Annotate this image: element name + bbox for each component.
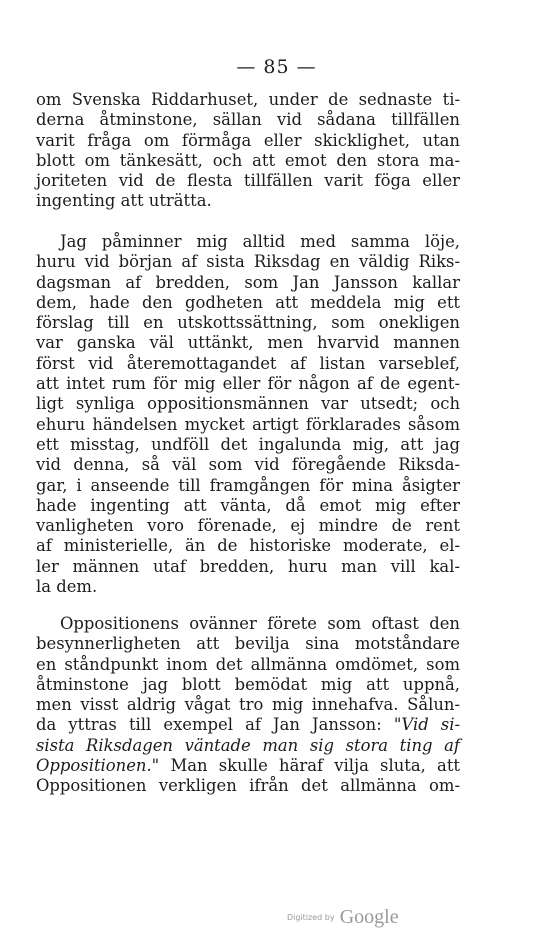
text-line: att intet rum för mig eller för någon af de egent- (36, 374, 460, 394)
text-line: af ministerielle, än de historiske moderate, el- (36, 536, 460, 556)
italic-quote: "Vid si- (393, 715, 460, 735)
quote-close: " (151, 756, 160, 776)
text-line: ett misstag, undföll det ingalunda mig, att jag (36, 434, 460, 454)
text-line: förslag till en utskottssättning, som onekligen (36, 313, 460, 333)
text-line: om Svenska Riddarhuset, under de sednaste ti- (36, 90, 460, 109)
page-number: — 85 — (236, 56, 317, 78)
text-line: en ståndpunkt inom det allmänna omdömet, som (36, 654, 460, 674)
text-line: blott om tänkesätt, och att emot den stora ma- (36, 150, 460, 170)
text-line: först vid återemottagandet af listan varseblef, (36, 353, 460, 373)
paragraph-3 (36, 614, 460, 797)
italic-quote: Oppositionen. (36, 756, 152, 776)
text-line: derna åtminstone, sällan vid sådana tillfällen (36, 110, 460, 130)
text-line: var ganska väl uttänkt, men hvarvid mannen (36, 333, 460, 353)
text-line: ehuru händelsen mycket artigt förklarades såsom (36, 414, 460, 434)
text-line (36, 715, 460, 735)
text-line: åtminstone jag blott bemödat mig att uppnå, (36, 674, 460, 694)
text-line: joriteten vid de flesta tillfällen varit föga eller (36, 171, 460, 191)
text-line: gar, i anseende till framgången för mina åsigter (36, 475, 460, 495)
text-line: dem, hade den godheten att meddela mig ett (36, 292, 460, 312)
text-line: ler männen utaf bredden, huru man vill kal- (36, 556, 460, 576)
text-segment: da yttras till exempel af Jan Jansson: (36, 715, 382, 735)
text-line: hade ingenting att vänta, då emot mig efter (36, 495, 460, 515)
text-line: sista Riksdagen väntade man sig stora ting af (36, 735, 460, 755)
text-line: vanligheten voro förenade, ej mindre de rent (36, 516, 460, 536)
text-line: Jag påminner mig alltid med samma löje, (60, 232, 460, 251)
google-logo: Google (339, 906, 399, 928)
paragraph-1 (36, 90, 460, 212)
text-line: ligt synliga oppositionsmännen var utsedt; och (36, 394, 460, 414)
text-line: la dem. (36, 577, 98, 597)
text-line: vid denna, så väl som vid föregående Riksda- (36, 455, 460, 475)
digitized-by-google-watermark (287, 906, 399, 929)
text-line: huru vid början af sista Riksdag en väldig Riks- (36, 252, 460, 272)
text-line: Oppositionen verkligen ifrån det allmänna om- (36, 776, 460, 796)
text-segment: Man skulle häraf vilja sluta, att (170, 756, 460, 776)
text-line: dagsman af bredden, som Jan Jansson kallar (36, 272, 460, 292)
text-line (36, 756, 460, 776)
text-line: varit fråga om förmåga eller skicklighet, utan (36, 130, 460, 150)
text-line: Oppositionens ovänner förete som oftast den (60, 614, 460, 633)
text-line: besynnerligheten att bevilja sina motståndare (36, 634, 460, 654)
text-line: ingenting att uträtta. (36, 191, 212, 211)
paragraph-2 (36, 232, 460, 597)
watermark-prefix: Digitized by (287, 913, 335, 922)
text-line: men visst aldrig vågat tro mig innehafva. Sålun- (36, 695, 460, 715)
